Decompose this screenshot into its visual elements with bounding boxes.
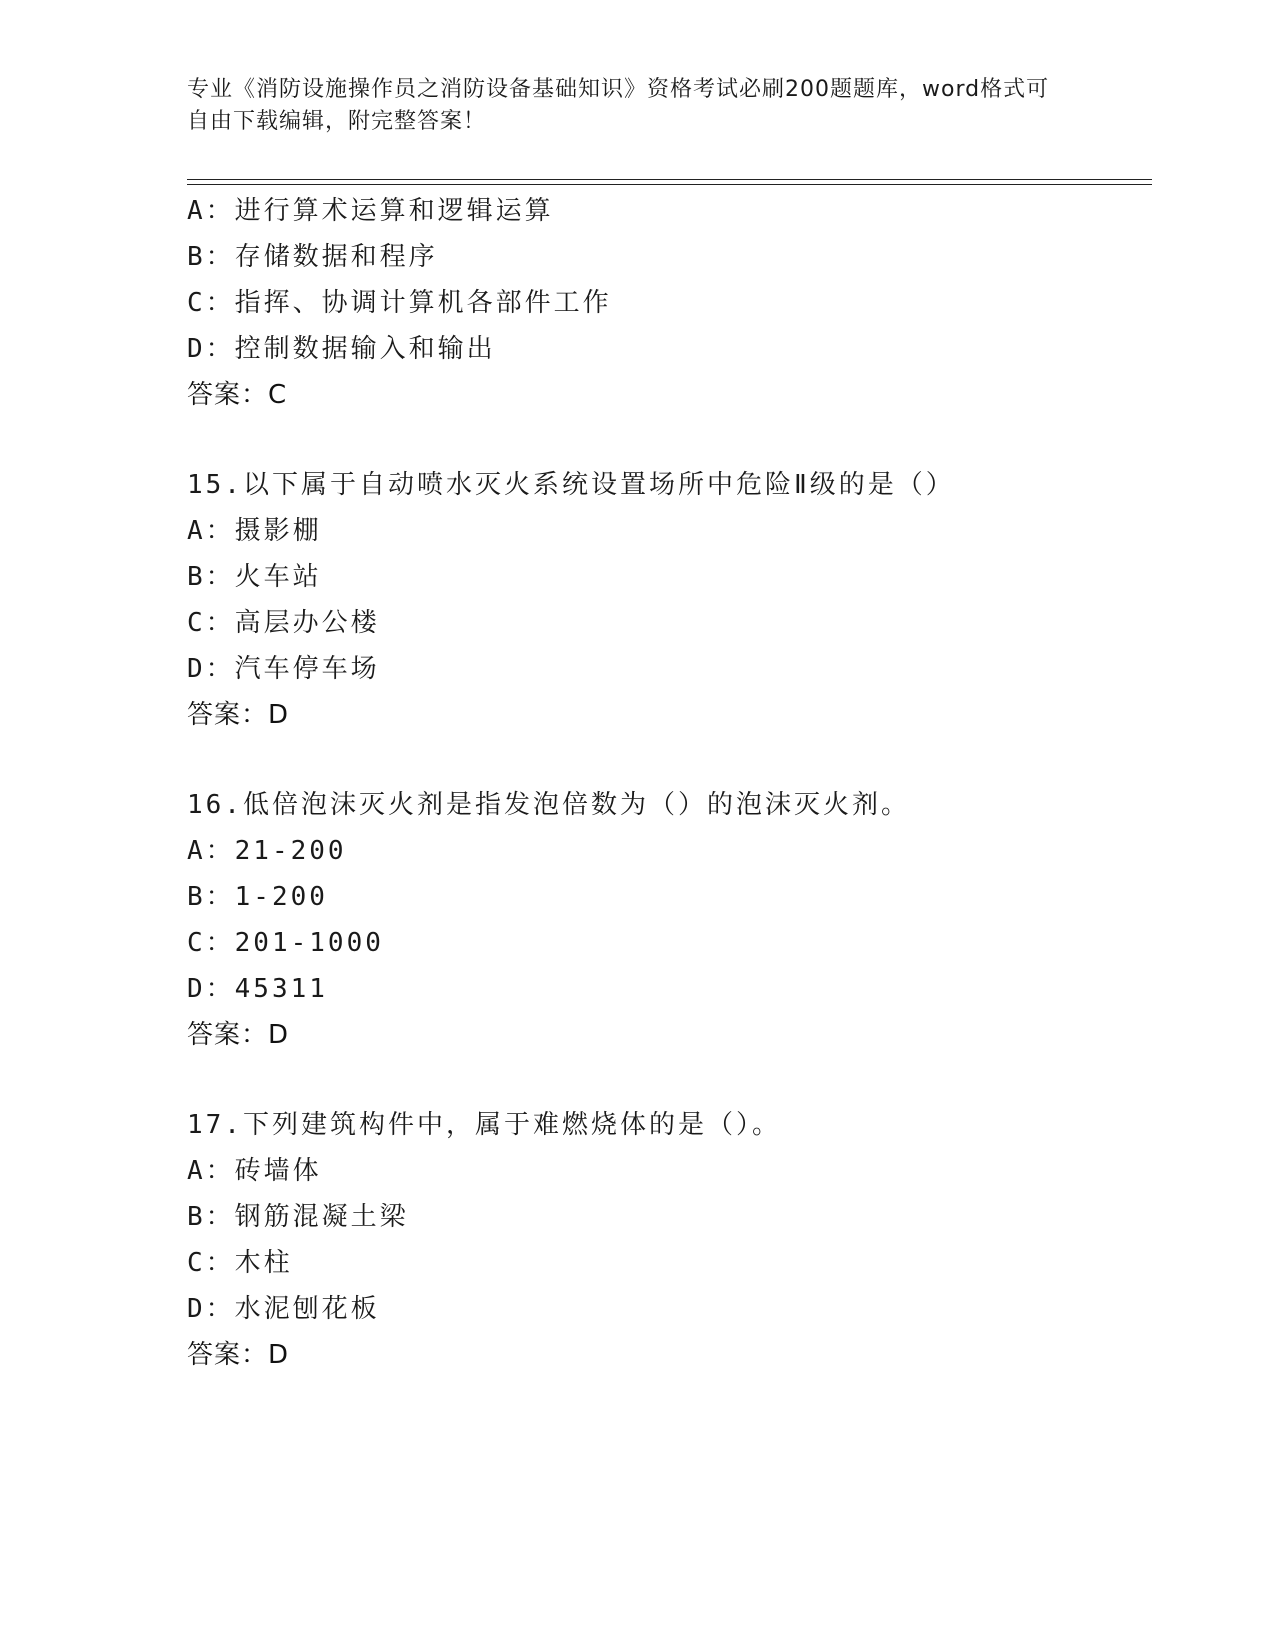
option-c: C：木柱: [187, 1248, 293, 1278]
option-b: B：火车站: [187, 562, 322, 592]
header-divider-top: [187, 179, 1152, 180]
option-c: C：指挥、协调计算机各部件工作: [187, 288, 612, 318]
question-block-15: [187, 462, 1147, 738]
option-c: C：高层办公楼: [187, 608, 380, 638]
option-b: B：存储数据和程序: [187, 242, 438, 272]
header-divider-bottom: [187, 184, 1152, 185]
answer-line: 答案：D: [187, 1340, 290, 1370]
option-a: A：21-200: [187, 836, 347, 866]
option-a: A：砖墙体: [187, 1156, 322, 1186]
document-header: 专业《消防设施操作员之消防设备基础知识》资格考试必刷200题题库，word格式可自由下载编辑，附完整答案！: [187, 77, 1050, 134]
question-block-14: [187, 188, 1147, 418]
question-list: [187, 188, 1147, 1378]
option-d: D：汽车停车场: [187, 654, 380, 684]
option-b: B：钢筋混凝土梁: [187, 1202, 409, 1232]
answer-line: 答案：C: [187, 380, 288, 410]
option-c: C：201-1000: [187, 928, 384, 958]
answer-line: 答案：D: [187, 700, 290, 730]
question-block-16: [187, 782, 1147, 1058]
option-d: D：水泥刨花板: [187, 1294, 380, 1324]
question-block-17: [187, 1102, 1147, 1378]
option-d: D：45311: [187, 974, 328, 1004]
answer-line: 答案：D: [187, 1020, 290, 1050]
option-d: D：控制数据输入和输出: [187, 334, 496, 364]
question-stem: 16.低倍泡沫灭火剂是指发泡倍数为（）的泡沫灭火剂。: [187, 790, 910, 820]
option-b: B：1-200: [187, 882, 328, 912]
question-stem: 17.下列建筑构件中，属于难燃烧体的是（）。: [187, 1110, 781, 1140]
option-a: A：进行算术运算和逻辑运算: [187, 196, 554, 226]
option-a: A：摄影棚: [187, 516, 322, 546]
question-stem: 15.以下属于自动喷水灭火系统设置场所中危险Ⅱ级的是（）: [187, 470, 955, 500]
